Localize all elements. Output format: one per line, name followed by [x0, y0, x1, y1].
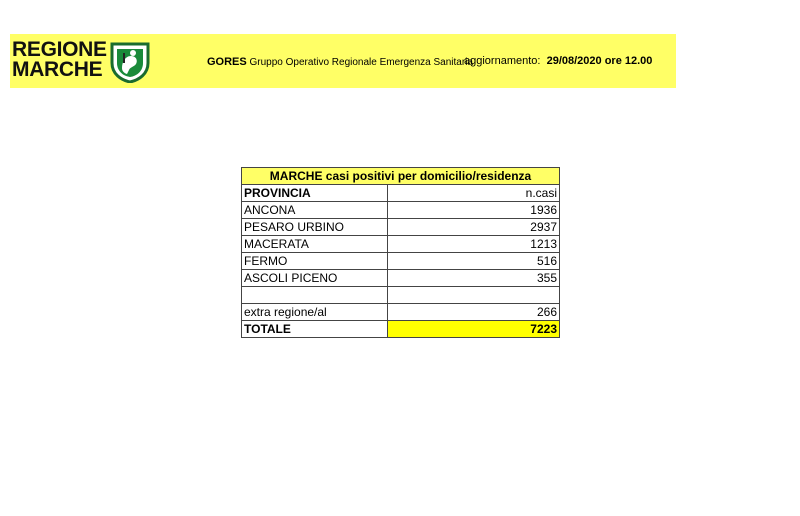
province-cell: MACERATA: [242, 236, 388, 253]
empty-cell: [242, 287, 388, 304]
extra-region-value: 266: [388, 304, 560, 321]
cases-table: [241, 167, 560, 338]
province-cell: ANCONA: [242, 202, 388, 219]
table-row: [242, 219, 560, 236]
table-row-extra: [242, 304, 560, 321]
table-empty-row: [242, 287, 560, 304]
org-full-name: Gruppo Operativo Regionale Emergenza Sanitaria: [249, 57, 473, 68]
cases-cell: 355: [388, 270, 560, 287]
table-row: [242, 236, 560, 253]
regione-marche-logo: [12, 40, 157, 84]
table-row: [242, 202, 560, 219]
province-cell: FERMO: [242, 253, 388, 270]
table-row: [242, 253, 560, 270]
update-info: [464, 55, 652, 67]
extra-region-label: extra regione/al: [242, 304, 388, 321]
table-total-row: [242, 321, 560, 338]
header-banner: [10, 34, 676, 88]
cases-cell: 1213: [388, 236, 560, 253]
empty-cell: [388, 287, 560, 304]
org-abbr: GORES: [207, 56, 247, 68]
logo-text: [12, 40, 107, 80]
province-cell: PESARO URBINO: [242, 219, 388, 236]
table-row: [242, 270, 560, 287]
col-header-cases: n.casi: [388, 185, 560, 202]
update-label: aggiornamento:: [464, 55, 541, 67]
update-value: 29/08/2020 ore 12.00: [546, 55, 653, 67]
logo-line2: MARCHE: [12, 58, 103, 81]
logo-line1: REGIONE: [12, 38, 107, 61]
table-title-row: [242, 168, 560, 185]
total-label: TOTALE: [242, 321, 388, 338]
org-label: [207, 56, 473, 68]
cases-cell: 2937: [388, 219, 560, 236]
table-header-row: [242, 185, 560, 202]
province-cell: ASCOLI PICENO: [242, 270, 388, 287]
cases-cell: 516: [388, 253, 560, 270]
col-header-province: PROVINCIA: [242, 185, 388, 202]
table-title: MARCHE casi positivi per domicilio/residenza: [242, 168, 560, 185]
regione-emblem-icon: [109, 41, 151, 83]
cases-cell: 1936: [388, 202, 560, 219]
total-value: 7223: [388, 321, 560, 338]
